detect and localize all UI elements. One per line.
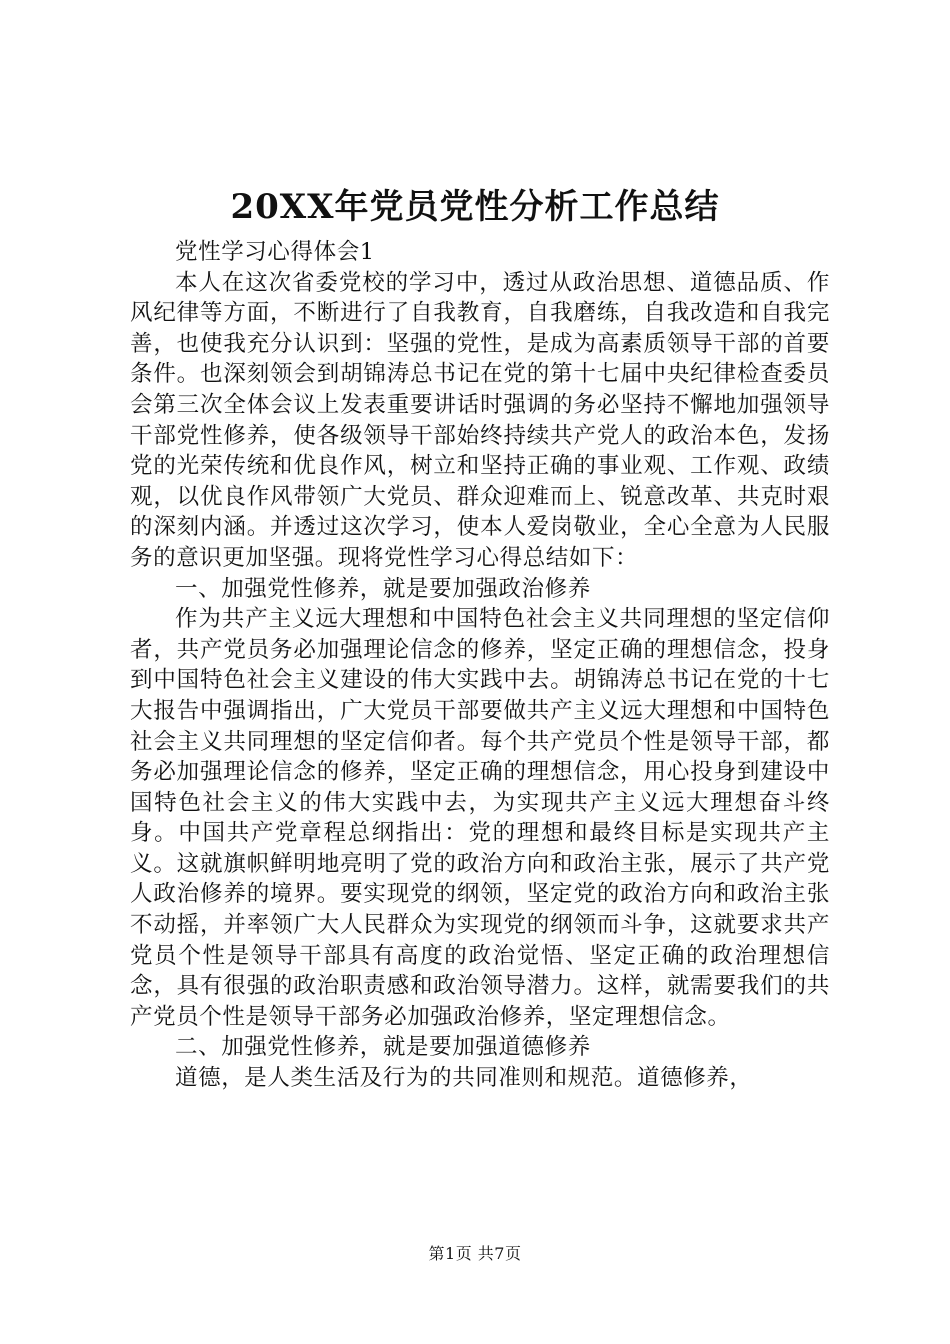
paragraph-intro: 本人在这次省委党校的学习中，透过从政治思想、道德品质、作风纪律等方面，不断进行了自我教育，自我磨练，自我改造和自我完善，也使我充分认识到：坚强的党性，是成为高素质领导干部的首要条件。也深刻领会到胡锦涛总书记在党的第十七届中央纪律检查委员会第三次全体会议上发表重要讲话时强调的务必坚持不懈地加强领导干部党性修养，使各级领导干部始终持续共产党人的政治本色，发扬党的光荣传统和优良作风，树立和坚持正确的事业观、工作观、政绩观，以优良作风带领广大党员、群众迎难而上、锐意改革、共克时艰的深刻内涵。并透过这次学习，使本人爱岗敬业，全心全意为人民服务的意识更加坚强。现将党性学习心得总结如下： xyxy=(130,269,830,571)
document-title: 20XX年党员党性分析工作总结 xyxy=(230,187,720,227)
paragraph-section-1: 作为共产主义远大理想和中国特色社会主义共同理想的坚定信仰者，共产党员务必加强理论信念的修养，坚定正确的理想信念，投身到中国特色社会主义建设的伟大实践中去。胡锦涛总书记在党的十七大报告中强调指出，广大党员干部要做共产主义远大理想和中国特色社会主义共同理想的坚定信仰者。每个共产党员个性是领导干部，都务必加强理论信念的修养，坚定正确的理想信念，用心投身到建设中国特色社会主义的伟大实践中去，为实现共产主义远大理想奋斗终身。中国共产党章程总纲指出：党的理想和最终目标是实现共产主义。这就旗帜鲜明地亮明了党的政治方向和政治主张，展示了共产党人政治修养的境界。要实现党的纲领，坚定党的政治方向和政治主张不动摇，并率领广大人民群众为实现党的纲领而斗争，这就要求共产党员个性是领导干部具有高度的政治觉悟、坚定正确的政治理想信念，具有很强的政治职责感和政治领导潜力。这样，就需要我们的共产党员个性是领导干部务必加强政治修养，坚定理想信念。 xyxy=(130,606,830,1030)
document-body xyxy=(130,237,830,1094)
page-number-footer: 第1页 共7页 xyxy=(428,1244,522,1263)
section-heading-2: 二、加强党性修养，就是要加强道德修养 xyxy=(175,1034,591,1061)
paragraph-section-2: 道德，是人类生活及行为的共同准则和规范。道德修养， xyxy=(175,1065,753,1092)
section-heading-1: 一、加强党性修养，就是要加强政治修养 xyxy=(175,575,591,602)
paragraph-subheading: 党性学习心得体会1 xyxy=(175,239,375,265)
